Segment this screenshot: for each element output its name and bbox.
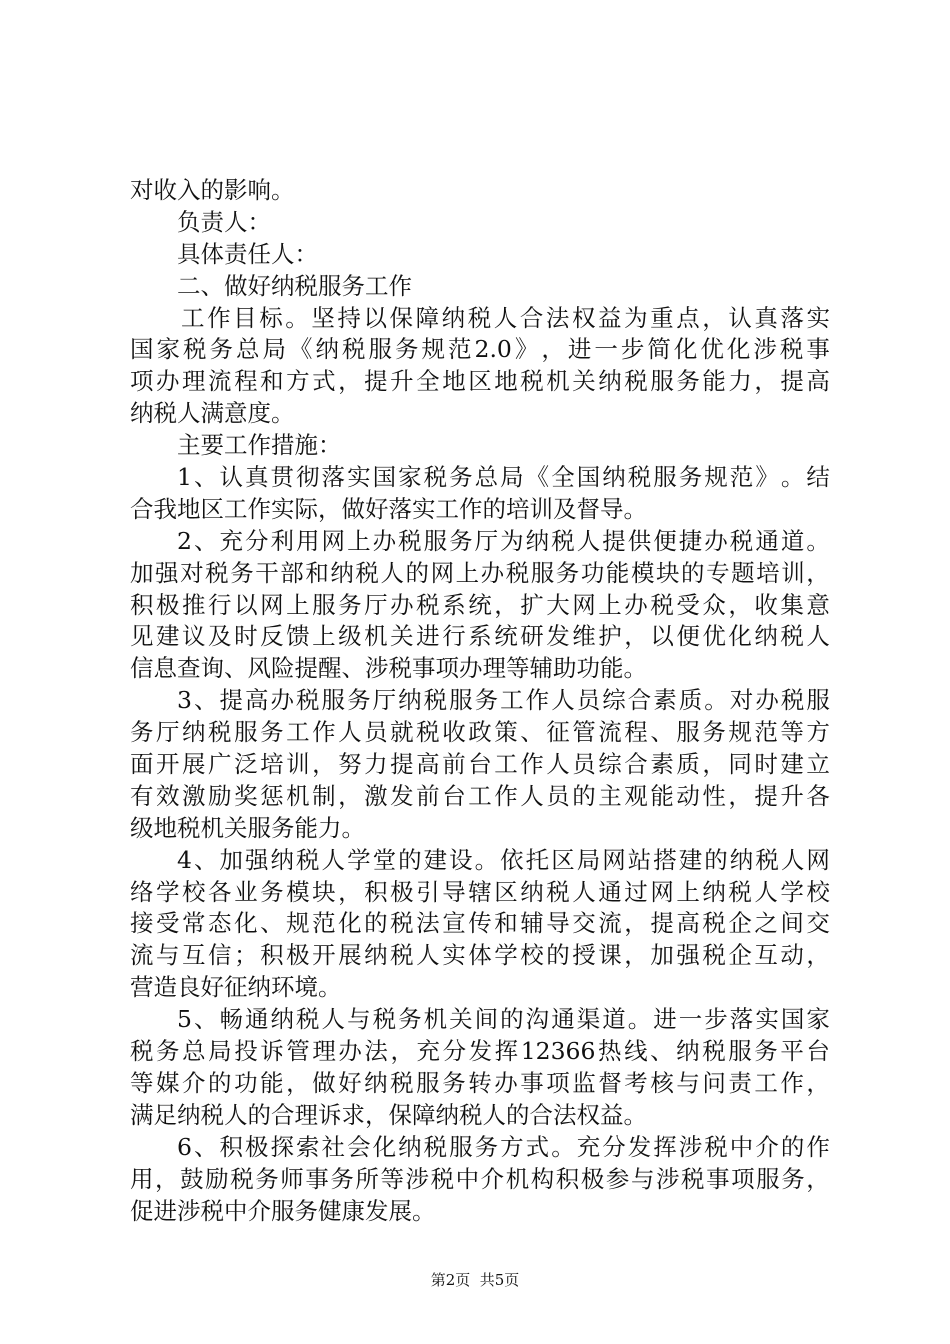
text-line: 务 厅 纳 税 服 务 工 作 人 员 就 税 收 政 策 、 征 管 流 程 、 服 务 规 范 等 方: [130, 718, 830, 747]
text-line: 4 、 加 强 纳 税 人 学 堂 的 建 设 。 依 托 区 局 网 站 搭 建 的 纳 税 人 网: [177, 845, 830, 874]
text-line: 络 学 校 各 业 务 模 块 ， 积 极 引 导 辖 区 纳 税 人 通 过 网 上 纳 税 人 学 校: [130, 877, 830, 906]
text-line: 接 受 常 态 化 、 规 范 化 的 税 法 宣 传 和 辅 导 交 流 ， 提 高 税 企 之 间 交: [130, 909, 830, 938]
text-line: 具体责任人：: [177, 239, 318, 268]
text-line: 二、做好纳税服务工作: [177, 271, 412, 300]
text-line: 税 务 总 局 投 诉 管 理 办 法 ， 充 分 发 挥 12366 热 线 、 纳 税 服 务 平 台: [130, 1037, 830, 1066]
text-line: 促进涉税中介服务健康发展。: [130, 1196, 436, 1225]
text-line: 1 、 认 真 贯 彻 落 实 国 家 税 务 总 局 《 全 国 纳 税 服 务 规 范 》 。 结: [177, 463, 830, 492]
text-line: 满足纳税人的合理诉求，保障纳税人的合法权益。: [130, 1100, 647, 1129]
document-body: [130, 175, 830, 1227]
text-line: 等 媒 介 的 功 能 ， 做 好 纳 税 服 务 转 办 事 项 监 督 考 核 与 问 责 工 作 ，: [130, 1068, 830, 1097]
text-line: 流 与 互 信 ； 积 极 开 展 纳 税 人 实 体 学 校 的 授 课 ， 加 强 税 企 互 动 ，: [130, 941, 830, 970]
text-line: 纳税人满意度。: [130, 399, 295, 428]
text-line: 级地税机关服务能力。: [130, 813, 365, 842]
text-line: 面 开 展 广 泛 培 训 ， 努 力 提 高 前 台 工 作 人 员 综 合 素 质 ， 同 时 建 立: [130, 750, 830, 779]
text-line: 6 、 积 极 探 索 社 会 化 纳 税 服 务 方 式 。 充 分 发 挥 涉 税 中 介 的 作: [177, 1132, 830, 1161]
text-line: 营造良好征纳环境。: [130, 973, 342, 1002]
text-line: 负责人：: [177, 207, 271, 236]
text-line: 工 作 目 标 。 坚 持 以 保 障 纳 税 人 合 法 权 益 为 重 点 ， 认 真 落 实: [181, 303, 830, 332]
text-line: 对收入的影响。: [130, 176, 295, 204]
text-line: 加 强 对 税 务 干 部 和 纳 税 人 的 网 上 办 税 服 务 功 能 模 块 的 专 题 培 训 ，: [130, 558, 830, 587]
text-line: 用 ， 鼓 励 税 务 师 事 务 所 等 涉 税 中 介 机 构 积 极 参 与 涉 税 事 项 服 务 ，: [130, 1164, 830, 1193]
text-line: 主要工作措施：: [177, 431, 342, 460]
text-line: 5 、 畅 通 纳 税 人 与 税 务 机 关 间 的 沟 通 渠 道 。 进 一 步 落 实 国 家: [177, 1005, 830, 1034]
text-line: 有 效 激 励 奖 惩 机 制 ， 激 发 前 台 工 作 人 员 的 主 观 能 动 性 ， 提 升 各: [130, 781, 830, 810]
text-line: 合我地区工作实际，做好落实工作的培训及督导。: [130, 494, 647, 523]
text-line: 项 办 理 流 程 和 方 式 ， 提 升 全 地 区 地 税 机 关 纳 税 服 务 能 力 ， 提 高: [130, 367, 830, 396]
text-line: 2 、 充 分 利 用 网 上 办 税 服 务 厅 为 纳 税 人 提 供 便 捷 办 税 通 道 。: [177, 526, 830, 555]
text-line: 国 家 税 务 总 局 《 纳 税 服 务 规 范 2.0 》 ， 进 一 步 简 化 优 化 涉 税 事: [130, 335, 830, 364]
page-footer: 第2页 共5页: [430, 1271, 520, 1289]
text-line: 见 建 议 及 时 反 馈 上 级 机 关 进 行 系 统 研 发 维 护 ， 以 便 优 化 纳 税 人: [130, 622, 830, 651]
text-line: 3 、 提 高 办 税 服 务 厅 纳 税 服 务 工 作 人 员 综 合 素 质 。 对 办 税 服: [177, 686, 830, 715]
text-line: 积 极 推 行 以 网 上 服 务 厅 办 税 系 统 ， 扩 大 网 上 办 税 受 众 ， 收 集 意: [130, 590, 830, 619]
text-line: 信息查询、风险提醒、涉税事项办理等辅助功能。: [130, 654, 647, 683]
